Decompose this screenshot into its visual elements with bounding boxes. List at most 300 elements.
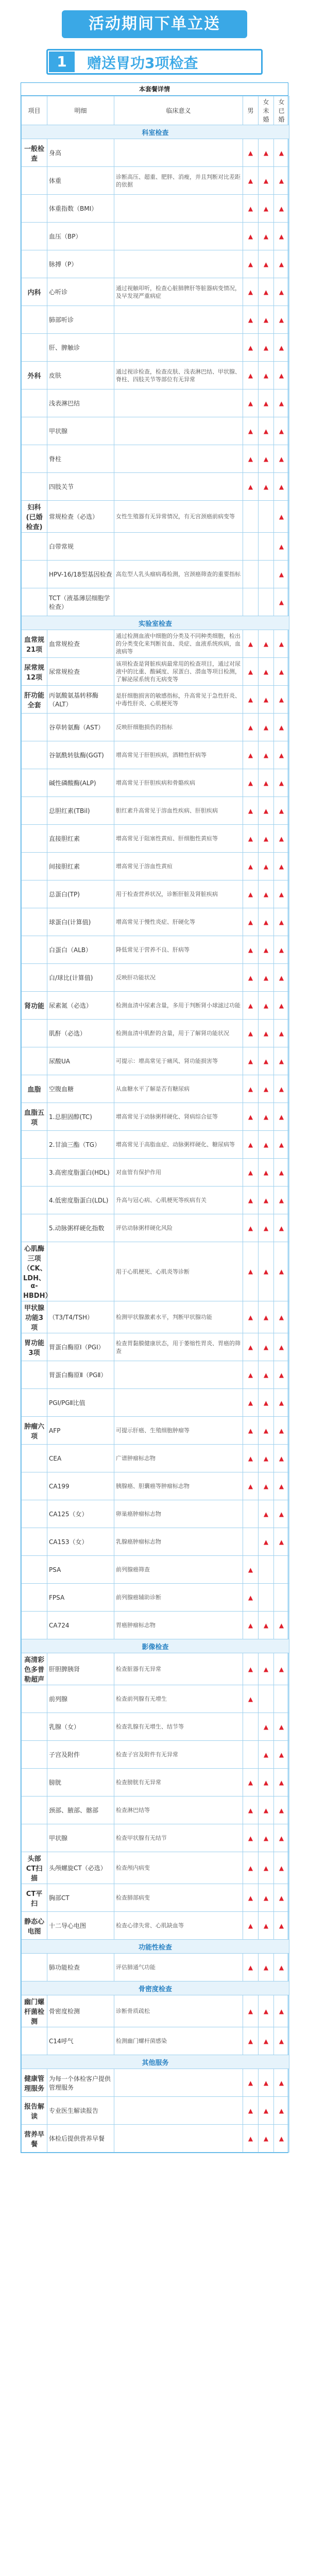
male-mark-cell: ▲ <box>243 1584 259 1612</box>
female-unmarried-mark-cell: ▲ <box>259 362 274 389</box>
description-cell: 检查膀胱有无异常 <box>114 1769 243 1797</box>
female-unmarried-mark-cell <box>259 501 274 533</box>
item-cell: 谷氨酰转肽酶(GGT) <box>47 741 114 769</box>
item-cell: 体检后提供营养早餐 <box>47 2125 114 2153</box>
female-married-mark-cell: ▲ <box>274 561 289 588</box>
female-married-mark-cell: ▲ <box>274 1445 289 1472</box>
female-married-mark-cell: ▲ <box>274 658 289 686</box>
male-mark-cell: ▲ <box>243 334 259 362</box>
female-married-mark-cell: ▲ <box>274 1020 289 1047</box>
female-married-mark-cell: ▲ <box>274 588 289 616</box>
female-unmarried-mark-cell <box>259 1556 274 1584</box>
item-cell: 子宫及附件 <box>47 1741 114 1769</box>
category-cell <box>22 334 47 362</box>
female-married-mark-cell: ▲ <box>274 741 289 769</box>
group-header-row <box>22 1981 289 1995</box>
female-unmarried-mark-cell: ▲ <box>259 1472 274 1500</box>
male-mark-cell: ▲ <box>243 1912 259 1940</box>
female-unmarried-mark-cell: ▲ <box>259 139 274 167</box>
female-married-mark-cell: ▲ <box>274 306 289 334</box>
table-row <box>22 1824 289 1852</box>
item-cell: TCT（液基薄层细胞学检查） <box>47 588 114 616</box>
male-mark-cell: ▲ <box>243 658 259 686</box>
description-cell: 检查甲状腺有无结节 <box>114 1824 243 1852</box>
description-cell <box>114 588 243 616</box>
table-row <box>22 1584 289 1612</box>
male-mark-cell <box>243 588 259 616</box>
item-cell: 前列腺 <box>47 1685 114 1713</box>
description-cell: 检测血清中肌酐的含量，用于了解肾功能状况 <box>114 1020 243 1047</box>
description-cell: 女性生殖器有无异常情况，有无宫颈癌前病变等 <box>114 501 243 533</box>
table-row <box>22 1528 289 1556</box>
table-row <box>22 306 289 334</box>
item-cell: 碱性磷酸酶(ALP) <box>47 769 114 797</box>
item-cell: 心听诊 <box>47 278 114 306</box>
female-unmarried-mark-cell: ▲ <box>259 1824 274 1852</box>
item-cell: 胸部CT <box>47 1884 114 1912</box>
male-mark-cell: ▲ <box>243 445 259 473</box>
table-row <box>22 797 289 825</box>
female-married-mark-cell: ▲ <box>274 533 289 561</box>
category-cell: 妇科(已婚检查) <box>22 501 47 533</box>
description-cell <box>114 250 243 278</box>
description-cell <box>114 195 243 223</box>
male-mark-cell <box>243 1528 259 1556</box>
female-married-mark-cell: ▲ <box>274 1852 289 1884</box>
male-mark-cell: ▲ <box>243 1472 259 1500</box>
female-unmarried-mark-cell: ▲ <box>259 1301 274 1333</box>
header-cell: 明细 <box>47 96 114 125</box>
category-cell: 内科 <box>22 278 47 306</box>
description-cell: 升高与冠心病、心肌梗死等疾病有关 <box>114 1187 243 1214</box>
description-cell <box>114 306 243 334</box>
male-mark-cell: ▲ <box>243 1995 259 2027</box>
description-cell: 检测幽门螺杆菌感染 <box>114 2027 243 2055</box>
female-unmarried-mark-cell: ▲ <box>259 658 274 686</box>
female-unmarried-mark-cell: ▲ <box>259 389 274 417</box>
male-mark-cell: ▲ <box>243 1361 259 1389</box>
female-married-mark-cell: ▲ <box>274 1242 289 1301</box>
table-row <box>22 1020 289 1047</box>
female-unmarried-mark-cell: ▲ <box>259 1020 274 1047</box>
female-married-mark-cell: ▲ <box>274 1417 289 1445</box>
description-cell: 诊断高压、超重、肥胖、消瘦，并且判断对比差距的依据 <box>114 167 243 195</box>
item-cell: 浅表淋巴结 <box>47 389 114 417</box>
male-mark-cell: ▲ <box>243 741 259 769</box>
promo-subtitle: 赠送胃功3项检查 <box>46 49 263 75</box>
category-cell <box>22 1361 47 1389</box>
male-mark-cell: ▲ <box>243 250 259 278</box>
category-cell <box>22 1797 47 1824</box>
female-married-mark-cell: ▲ <box>274 1389 289 1417</box>
male-mark-cell <box>243 501 259 533</box>
female-married-mark-cell: ▲ <box>274 797 289 825</box>
item-cell: 胃蛋白酶原Ⅰ（PGⅠ） <box>47 1333 114 1361</box>
item-cell: 专业医生解读报告 <box>47 2097 114 2125</box>
category-cell <box>22 964 47 992</box>
male-mark-cell: ▲ <box>243 2069 259 2097</box>
description-cell: 该项检查是肾脏疾病最常用的检查项目，通过对尿液中的比重、酸碱度、尿蛋白、潜血等项目检测，了解泌尿系统有无病变等 <box>114 658 243 686</box>
male-mark-cell: ▲ <box>243 278 259 306</box>
female-married-mark-cell: ▲ <box>274 1500 289 1528</box>
item-cell: HPV-16/18型基因检查 <box>47 561 114 588</box>
group-header-row <box>22 2055 289 2069</box>
table-row <box>22 880 289 908</box>
table-row <box>22 1500 289 1528</box>
item-cell: AFP <box>47 1417 114 1445</box>
table-row <box>22 250 289 278</box>
table-row <box>22 714 289 741</box>
section-title: 本套餐详情 <box>21 83 288 96</box>
female-unmarried-mark-cell: ▲ <box>259 908 274 936</box>
female-married-mark-cell: ▲ <box>274 769 289 797</box>
group-title: 科室检查 <box>22 125 289 139</box>
description-cell: 反映肝细胞损伤的指标 <box>114 714 243 741</box>
table-row <box>22 908 289 936</box>
male-mark-cell: ▲ <box>243 1333 259 1361</box>
category-cell: 健康管理服务 <box>22 2069 47 2097</box>
promo-banner <box>0 0 309 82</box>
male-mark-cell: ▲ <box>243 2097 259 2125</box>
category-cell <box>22 1472 47 1500</box>
female-married-mark-cell: ▲ <box>274 630 289 658</box>
description-cell: 用于心肌梗死、心肌炎等诊断 <box>114 1242 243 1301</box>
table-row <box>22 195 289 223</box>
category-cell <box>22 250 47 278</box>
table-row <box>22 1653 289 1685</box>
male-mark-cell: ▲ <box>243 417 259 445</box>
category-cell <box>22 1612 47 1639</box>
description-cell: 评估肺通气功能 <box>114 1954 243 1981</box>
male-mark-cell: ▲ <box>243 1797 259 1824</box>
item-cell: 球蛋白(计算值) <box>47 908 114 936</box>
table-row <box>22 2027 289 2055</box>
table-row <box>22 1333 289 1361</box>
table-row <box>22 362 289 389</box>
item-cell: 尿常规检查 <box>47 658 114 686</box>
male-mark-cell: ▲ <box>243 1653 259 1685</box>
description-cell: 通过检测血液中细胞的分类及不同种类细胞，检出的分类变化来判断贫血、炎症、血液系统疾病，血液病等 <box>114 630 243 658</box>
category-cell: 外科 <box>22 362 47 389</box>
female-unmarried-mark-cell: ▲ <box>259 2069 274 2097</box>
item-cell: 为每一个体检客户提供管理服务 <box>47 2069 114 2097</box>
male-mark-cell: ▲ <box>243 992 259 1020</box>
category-cell: 一般检查 <box>22 139 47 167</box>
item-cell: 甲状腺 <box>47 417 114 445</box>
female-unmarried-mark-cell <box>259 588 274 616</box>
description-cell: 检查胃黏膜健康状态，用于萎缩性胃炎、胃癌的筛查 <box>114 1333 243 1361</box>
category-cell <box>22 1713 47 1741</box>
female-married-mark-cell: ▲ <box>274 853 289 880</box>
female-married-mark-cell: ▲ <box>274 1047 289 1075</box>
description-cell <box>114 1389 243 1417</box>
item-cell: 肝胆脾胰肾 <box>47 1653 114 1685</box>
description-cell: 检测血清中尿素含量，多用于判断肾小球滤过功能 <box>114 992 243 1020</box>
female-married-mark-cell: ▲ <box>274 139 289 167</box>
female-married-mark-cell: ▲ <box>274 1612 289 1639</box>
description-cell: 反映肝功能状况 <box>114 964 243 992</box>
female-unmarried-mark-cell: ▲ <box>259 1047 274 1075</box>
table-row <box>22 1187 289 1214</box>
category-cell <box>22 1769 47 1797</box>
male-mark-cell: ▲ <box>243 825 259 853</box>
female-unmarried-mark-cell: ▲ <box>259 1214 274 1242</box>
description-cell <box>114 334 243 362</box>
category-cell <box>22 1020 47 1047</box>
female-unmarried-mark-cell: ▲ <box>259 1769 274 1797</box>
table-body <box>22 125 289 2153</box>
female-unmarried-mark-cell: ▲ <box>259 1852 274 1884</box>
male-mark-cell: ▲ <box>243 167 259 195</box>
female-unmarried-mark-cell: ▲ <box>259 2097 274 2125</box>
item-cell: 体重 <box>47 167 114 195</box>
table-row <box>22 2125 289 2153</box>
category-cell <box>22 714 47 741</box>
male-mark-cell: ▲ <box>243 1556 259 1584</box>
female-unmarried-mark-cell: ▲ <box>259 964 274 992</box>
description-cell: 检查乳腺有无增生、结节等 <box>114 1713 243 1741</box>
category-cell <box>22 908 47 936</box>
category-cell: 静态心电图 <box>22 1912 47 1940</box>
header-cell: 女已婚 <box>274 96 289 125</box>
male-mark-cell <box>243 1500 259 1528</box>
female-unmarried-mark-cell: ▲ <box>259 797 274 825</box>
male-mark-cell: ▲ <box>243 389 259 417</box>
female-unmarried-mark-cell: ▲ <box>259 1954 274 1981</box>
female-married-mark-cell: ▲ <box>274 362 289 389</box>
male-mark-cell: ▲ <box>243 1020 259 1047</box>
item-cell: CA153（女） <box>47 1528 114 1556</box>
female-unmarried-mark-cell: ▲ <box>259 630 274 658</box>
female-unmarried-mark-cell: ▲ <box>259 1713 274 1741</box>
table-row <box>22 1301 289 1333</box>
female-unmarried-mark-cell: ▲ <box>259 1884 274 1912</box>
male-mark-cell: ▲ <box>243 630 259 658</box>
table-row <box>22 1361 289 1389</box>
item-cell: 白/球比(计算值) <box>47 964 114 992</box>
table-row <box>22 853 289 880</box>
description-cell: 增高常见于动脉粥样硬化、肾病综合征等 <box>114 1103 243 1131</box>
female-married-mark-cell: ▲ <box>274 1995 289 2027</box>
table-row <box>22 658 289 686</box>
item-cell: 皮肤 <box>47 362 114 389</box>
description-cell: 通过视触叩听，检查心脏肺脾肝等脏器病变情况，及早发现严重病症 <box>114 278 243 306</box>
female-unmarried-mark-cell: ▲ <box>259 686 274 714</box>
female-unmarried-mark-cell: ▲ <box>259 769 274 797</box>
item-cell: CA199 <box>47 1472 114 1500</box>
item-cell: 胃蛋白酶原Ⅱ（PGⅡ） <box>47 1361 114 1389</box>
promo-number: 1 <box>49 52 75 72</box>
header-cell: 临床意义 <box>114 96 243 125</box>
category-cell <box>22 1685 47 1713</box>
table-row <box>22 389 289 417</box>
table-row <box>22 167 289 195</box>
category-cell <box>22 1047 47 1075</box>
item-cell: C14呼气 <box>47 2027 114 2055</box>
description-cell: 是肝细胞损害的敏感指标，升高常见于急性肝炎、中毒性肝炎、心肌梗死等 <box>114 686 243 714</box>
female-unmarried-mark-cell: ▲ <box>259 714 274 741</box>
male-mark-cell: ▲ <box>243 769 259 797</box>
header-cell: 女未婚 <box>259 96 274 125</box>
male-mark-cell <box>243 1741 259 1769</box>
table-row <box>22 1242 289 1301</box>
item-cell: 肺部听诊 <box>47 306 114 334</box>
female-married-mark-cell: ▲ <box>274 1769 289 1797</box>
description-cell: 降低常见于营养不良、肝病等 <box>114 936 243 964</box>
description-cell: 前列腺癌辅助诊断 <box>114 1584 243 1612</box>
female-married-mark-cell: ▲ <box>274 1954 289 1981</box>
item-cell: 尿酸UA <box>47 1047 114 1075</box>
category-cell <box>22 880 47 908</box>
male-mark-cell: ▲ <box>243 714 259 741</box>
item-cell: 5.动脉粥样硬化指数 <box>47 1214 114 1242</box>
category-cell: 血脂 <box>22 1075 47 1103</box>
item-cell: 3.高密度脂蛋白(HDL) <box>47 1159 114 1187</box>
female-unmarried-mark-cell: ▲ <box>259 853 274 880</box>
male-mark-cell: ▲ <box>243 1159 259 1187</box>
table-row <box>22 1797 289 1824</box>
header-cell: 项目 <box>22 96 47 125</box>
male-mark-cell <box>243 561 259 588</box>
table-row <box>22 1445 289 1472</box>
male-mark-cell: ▲ <box>243 1954 259 1981</box>
category-cell <box>22 533 47 561</box>
item-cell: 白带常规 <box>47 533 114 561</box>
item-cell: 血常规检查 <box>47 630 114 658</box>
female-married-mark-cell: ▲ <box>274 1103 289 1131</box>
female-married-mark-cell: ▲ <box>274 1301 289 1333</box>
category-cell <box>22 417 47 445</box>
male-mark-cell: ▲ <box>243 1417 259 1445</box>
item-cell: 甲状腺 <box>47 1824 114 1852</box>
male-mark-cell: ▲ <box>243 686 259 714</box>
item-cell: （T3/T4/TSH） <box>47 1301 114 1333</box>
category-cell: 肝功能全套 <box>22 686 47 714</box>
description-cell: 检查子宫及附件有无异常 <box>114 1741 243 1769</box>
male-mark-cell: ▲ <box>243 964 259 992</box>
female-married-mark-cell: ▲ <box>274 223 289 250</box>
table-row <box>22 1103 289 1131</box>
description-cell: 可提示肝癌、生殖细胞肿瘤等 <box>114 1417 243 1445</box>
male-mark-cell: ▲ <box>243 2125 259 2153</box>
description-cell: 检查颅内病变 <box>114 1852 243 1884</box>
item-cell: 2.甘油三酯（TG） <box>47 1131 114 1159</box>
female-married-mark-cell <box>274 1584 289 1612</box>
category-cell <box>22 389 47 417</box>
table-row <box>22 334 289 362</box>
category-cell: 血常规21项 <box>22 630 47 658</box>
description-cell <box>114 473 243 501</box>
description-cell: 胆红素升高常见于溶血性疾病、肝胆疾病 <box>114 797 243 825</box>
description-cell <box>114 2097 243 2125</box>
female-married-mark-cell: ▲ <box>274 417 289 445</box>
category-cell <box>22 1500 47 1528</box>
male-mark-cell: ▲ <box>243 1242 259 1301</box>
category-cell: 幽门螺杆菌检测 <box>22 1995 47 2027</box>
item-cell: 1.总胆固醇(TC) <box>47 1103 114 1131</box>
male-mark-cell: ▲ <box>243 1612 259 1639</box>
table-row <box>22 825 289 853</box>
description-cell: 从血糖水平了解是否有糖尿病 <box>114 1075 243 1103</box>
item-cell: CA125（女） <box>47 1500 114 1528</box>
table-row <box>22 1741 289 1769</box>
category-cell <box>22 1445 47 1472</box>
description-cell <box>114 2125 243 2153</box>
description-cell <box>114 417 243 445</box>
description-cell: 增高常见于肝胆疾病和骨骼疾病 <box>114 769 243 797</box>
category-cell: 甲状腺功能3项 <box>22 1301 47 1333</box>
group-header-row <box>22 1940 289 1954</box>
male-mark-cell: ▲ <box>243 139 259 167</box>
female-unmarried-mark-cell: ▲ <box>259 1912 274 1940</box>
category-cell <box>22 588 47 616</box>
description-cell: 检查前列腺有无增生 <box>114 1685 243 1713</box>
item-cell <box>47 1242 114 1301</box>
category-cell <box>22 1131 47 1159</box>
table-row <box>22 1685 289 1713</box>
female-unmarried-mark-cell: ▲ <box>259 1995 274 2027</box>
item-cell: PSA <box>47 1556 114 1584</box>
female-married-mark-cell: ▲ <box>274 714 289 741</box>
female-married-mark-cell: ▲ <box>274 1361 289 1389</box>
table-row <box>22 588 289 616</box>
category-cell <box>22 741 47 769</box>
female-unmarried-mark-cell: ▲ <box>259 473 274 501</box>
female-married-mark-cell: ▲ <box>274 1797 289 1824</box>
item-cell: 总蛋白(TP) <box>47 880 114 908</box>
male-mark-cell: ▲ <box>243 1445 259 1472</box>
female-unmarried-mark-cell: ▲ <box>259 1417 274 1445</box>
female-married-mark-cell: ▲ <box>274 908 289 936</box>
category-cell <box>22 853 47 880</box>
table-row <box>22 936 289 964</box>
table-row <box>22 1852 289 1884</box>
description-cell: 胃癌肿瘤标志物 <box>114 1612 243 1639</box>
female-married-mark-cell: ▲ <box>274 473 289 501</box>
male-mark-cell: ▲ <box>243 853 259 880</box>
female-unmarried-mark-cell: ▲ <box>259 195 274 223</box>
category-cell <box>22 797 47 825</box>
table-row <box>22 561 289 588</box>
category-cell: 肾功能 <box>22 992 47 1020</box>
female-married-mark-cell: ▲ <box>274 992 289 1020</box>
table-row <box>22 964 289 992</box>
table-row <box>22 1214 289 1242</box>
category-cell: 尿常规12项 <box>22 658 47 686</box>
male-mark-cell: ▲ <box>243 1214 259 1242</box>
female-unmarried-mark-cell: ▲ <box>259 1500 274 1528</box>
female-unmarried-mark-cell: ▲ <box>259 992 274 1020</box>
description-cell <box>114 445 243 473</box>
table-row <box>22 1131 289 1159</box>
category-cell <box>22 167 47 195</box>
table-row <box>22 223 289 250</box>
male-mark-cell: ▲ <box>243 1047 259 1075</box>
female-unmarried-mark-cell: ▲ <box>259 1103 274 1131</box>
category-cell <box>22 195 47 223</box>
category-cell <box>22 306 47 334</box>
description-cell: 增高常见于高脂血症、动脉粥样硬化、糖尿病等 <box>114 1131 243 1159</box>
table-row <box>22 1075 289 1103</box>
item-cell: 肺功能检查 <box>47 1954 114 1981</box>
female-unmarried-mark-cell: ▲ <box>259 417 274 445</box>
category-cell <box>22 1528 47 1556</box>
item-cell: 肌酐（必选） <box>47 1020 114 1047</box>
item-cell: 肝、脾触诊 <box>47 334 114 362</box>
group-header-row <box>22 125 289 139</box>
description-cell: 可提示：增高常见于痛风、肾功能损害等 <box>114 1047 243 1075</box>
female-married-mark-cell: ▲ <box>274 278 289 306</box>
